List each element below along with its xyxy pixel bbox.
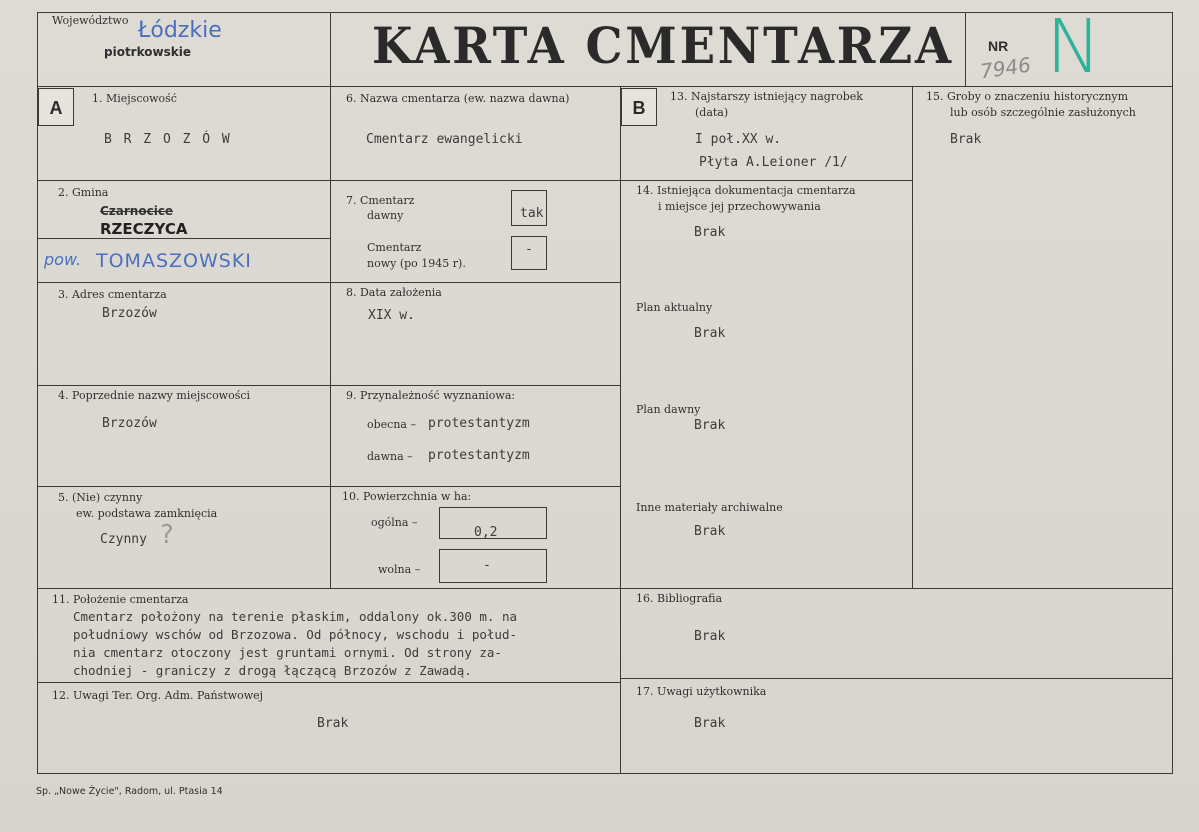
col-divider-2 — [620, 86, 621, 774]
field-11-line-4: chodniej - graniczy z drogą łączącą Brzozów z Zawadą. — [73, 663, 472, 678]
field-10-free-box — [439, 549, 547, 583]
row-divider-6b — [620, 678, 1173, 679]
field-7-dawny-label: dawny — [367, 209, 404, 222]
field-5-value: Czynny — [100, 532, 147, 547]
field-8-label: 8. Data założenia — [346, 286, 442, 299]
row-divider-6 — [37, 682, 620, 683]
field-2-label: 2. Gmina — [58, 186, 109, 199]
other-archives-value: Brak — [694, 524, 726, 539]
field-9-current-label: obecna – — [367, 418, 416, 431]
row-divider-5 — [37, 588, 1173, 589]
other-archives-label: Inne materiały archiwalne — [636, 501, 783, 514]
field-7-nowy-sublabel: nowy (po 1945 r). — [367, 257, 466, 270]
plan-former-label: Plan dawny — [636, 403, 701, 416]
plan-current-label: Plan aktualny — [636, 301, 713, 314]
field-2-struck-value: Czarnocice — [100, 204, 174, 218]
gmina-line-1 — [37, 238, 330, 239]
field-3-label: 3. Adres cmentarza — [58, 288, 167, 301]
field-5-sublabel: ew. podstawa zamknięcia — [76, 507, 218, 520]
field-12-value: Brak — [317, 716, 349, 731]
voivodeship-label: Województwo — [52, 14, 129, 27]
col-divider-3 — [912, 86, 913, 588]
row-divider-4 — [37, 486, 620, 487]
field-16-value: Brak — [694, 629, 726, 644]
field-14-sublabel: i miejsce jej przechowywania — [658, 200, 821, 213]
field-8-value: XIX w. — [368, 308, 415, 323]
voivodeship-value: Łódzkie — [138, 18, 222, 43]
col-divider-1 — [330, 86, 331, 588]
field-7-label: 7. Cmentarz — [346, 194, 415, 207]
field-9-former-label: dawna – — [367, 450, 413, 463]
field-14-label: 14. Istniejąca dokumentacja cmentarza — [636, 184, 856, 197]
row-divider-1b — [620, 180, 912, 181]
field-10-total-value: 0,2 — [474, 525, 498, 540]
field-7-nowy-label: Cmentarz — [367, 241, 422, 254]
field-13-value-1: I poł.XX w. — [695, 132, 782, 147]
field-13-value-2: Płyta A.Leioner /1/ — [699, 155, 848, 170]
field-10-free-value: - — [483, 558, 491, 573]
nr-label: NR — [988, 38, 1009, 54]
row-divider-3 — [37, 385, 620, 386]
field-6-value: Cmentarz ewangelicki — [366, 132, 523, 147]
header-divider — [37, 86, 1173, 87]
field-13-label: 13. Najstarszy istniejący nagrobek — [670, 90, 863, 103]
field-1-label: 1. Miejscowość — [92, 92, 177, 105]
field-11-label: 11. Położenie cmentarza — [52, 593, 189, 606]
field-9-former-value: protestantyzm — [428, 448, 530, 463]
header-right-divider — [965, 12, 966, 86]
field-12-label: 12. Uwagi Ter. Org. Adm. Państwowej — [52, 689, 264, 702]
field-7-nowy-value: - — [525, 242, 533, 257]
section-a-letter: A — [38, 88, 74, 126]
field-15-sublabel: lub osób szczególnie zasłużonych — [950, 106, 1136, 119]
field-6-label: 6. Nazwa cmentarza (ew. nazwa dawna) — [346, 92, 570, 105]
field-16-label: 16. Bibliografia — [636, 592, 723, 605]
field-17-label: 17. Uwagi użytkownika — [636, 685, 767, 698]
field-15-value: Brak — [950, 132, 982, 147]
field-11-line-3: nia cmentarz otoczony jest gruntami ornymi. Od strony za- — [73, 645, 502, 660]
field-2-value: RZECZYCA — [100, 220, 188, 238]
field-5-question-mark: ? — [160, 520, 174, 550]
row-divider-2 — [37, 282, 620, 283]
field-2-pow-value: TOMASZOWSKI — [96, 250, 252, 272]
field-5-label: 5. (Nie) czynny — [58, 491, 143, 504]
field-13-sublabel: (data) — [695, 106, 729, 119]
field-14-value: Brak — [694, 225, 726, 240]
field-3-value: Brzozów — [102, 306, 157, 321]
plan-former-value: Brak — [694, 418, 726, 433]
row-divider-1 — [37, 180, 620, 181]
field-9-label: 9. Przynależność wyznaniowa: — [346, 389, 516, 402]
printer-footer: Sp. „Nowe Życie", Radom, ul. Ptasia 14 — [36, 786, 223, 797]
section-b-letter: B — [621, 88, 657, 126]
field-1-value: B R Z O Z Ó W — [104, 132, 232, 147]
field-10-total-label: ogólna – — [371, 516, 418, 529]
field-10-label: 10. Powierzchnia w ha: — [342, 490, 472, 503]
field-17-value: Brak — [694, 716, 726, 731]
old-voivodeship: piotrkowskie — [104, 45, 191, 59]
plan-current-value: Brak — [694, 326, 726, 341]
nr-value: 7946 — [978, 52, 1033, 84]
field-4-value: Brzozów — [102, 416, 157, 431]
page-title: KARTA CMENTARZA — [372, 16, 954, 75]
field-4-label: 4. Poprzednie nazwy miejscowości — [58, 389, 251, 402]
field-11-line-2: południowy wschów od Brzozowa. Od północy, wschodu i połud- — [73, 627, 518, 642]
field-11-line-1: Cmentarz położony na terenie płaskim, oddalony ok.300 m. na — [73, 609, 518, 624]
field-15-label: 15. Groby o znaczeniu historycznym — [926, 90, 1129, 103]
field-10-free-label: wolna – — [378, 563, 421, 576]
field-7-dawny-value: tak — [520, 206, 544, 221]
header-left-divider — [330, 12, 331, 86]
field-2-pow-prefix: pow. — [44, 250, 82, 269]
field-9-current-value: protestantyzm — [428, 416, 530, 431]
nr-letter: N — [1046, 4, 1102, 90]
